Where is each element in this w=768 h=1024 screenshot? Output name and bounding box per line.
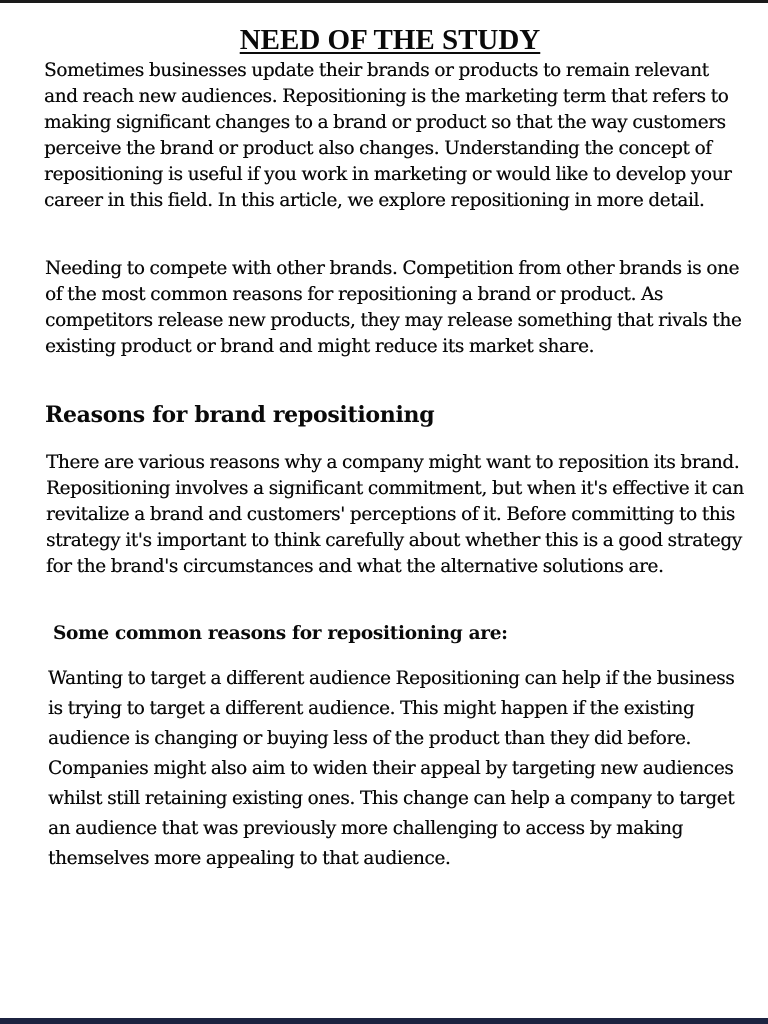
intro-paragraph: Sometimes businesses update their brands or products to remain relevant and reach new audiences. Repositioning is the marketing term that refers to making significant changes to a brand or product so that the way customers perceive the brand or product also changes. Understanding the concept of repositioning is useful if you work in marketing or would like to develop your career in this field. In this article, we explore repositioning in more detail. xyxy=(44,60,732,211)
reasons-heading: Reasons for brand repositioning xyxy=(45,402,435,428)
page-title: NEED OF THE STUDY xyxy=(239,24,541,57)
common-reasons-heading: Some common reasons for repositioning are: xyxy=(53,623,508,644)
reasons-paragraph: There are various reasons why a company might want to reposition its brand. Repositioning involves a significant commitment, but when it's effective it can revitalize a brand and customers' perceptions of it. Before committing to this strategy it's important to think carefully about whether this is a good strategy for the brand's circumstances and what the alternative solutions are. xyxy=(46,452,744,577)
competition-paragraph: Needing to compete with other brands. Competition from other brands is one of the most common reasons for repositioning a brand or product. As competitors release new products, they may release something that rivals the existing product or brand and might reduce its market share. xyxy=(45,258,742,357)
bottom-border xyxy=(0,1018,768,1024)
target-audience-paragraph: Wanting to target a different audience Repositioning can help if the business is trying to target a different audience. This might happen if the existing audience is changing or buying less of the product than they did before. Companies might also aim to widen their appeal by targeting new audiences whilst still retaining existing ones. This change can help a company to target an audience that was previously more challenging to access by making themselves more appealing to that audience. xyxy=(48,668,735,869)
top-border xyxy=(0,0,768,3)
